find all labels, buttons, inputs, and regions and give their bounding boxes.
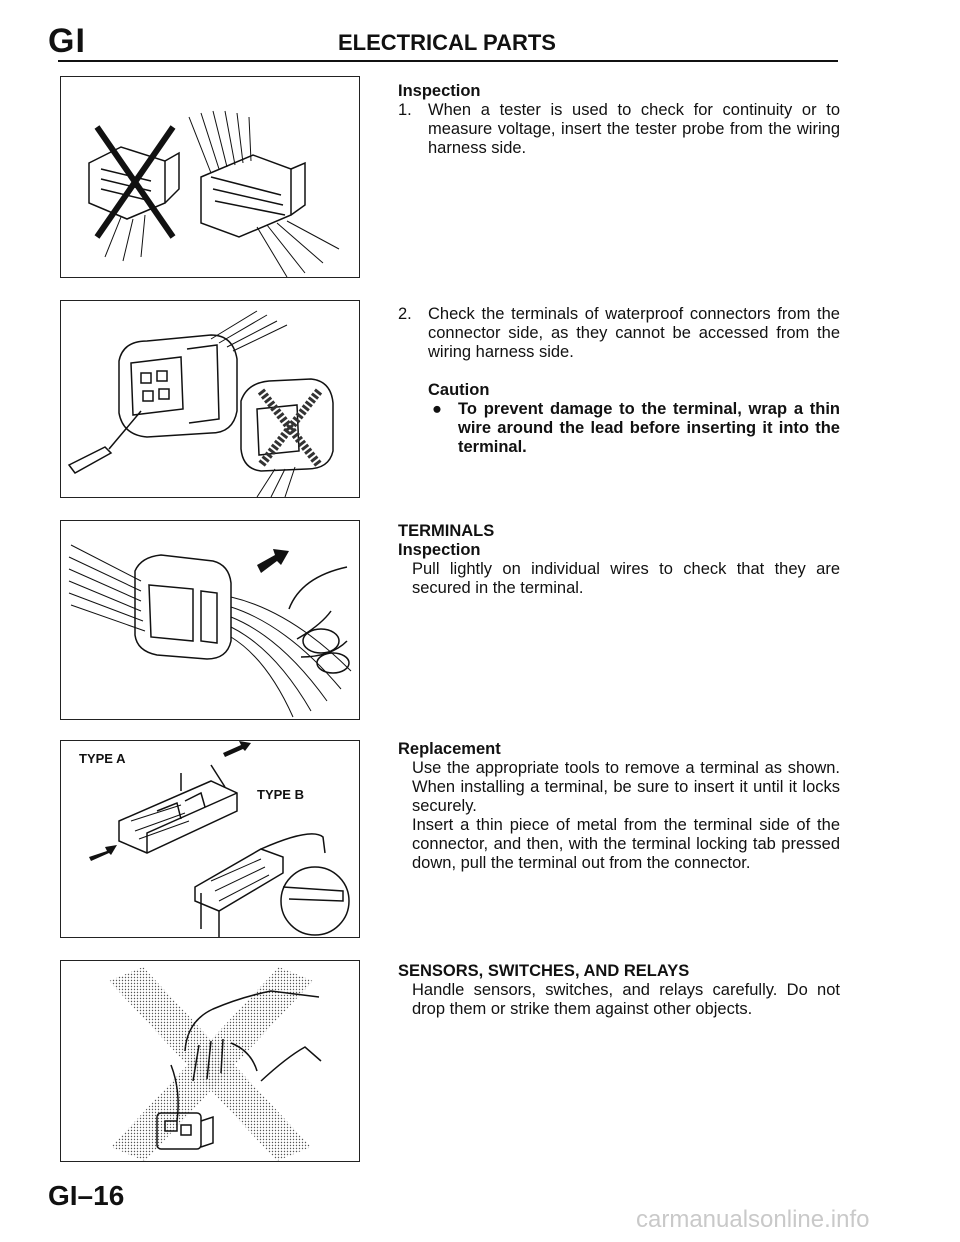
sensors-heading: SENSORS, SWITCHES, AND RELAYS [398,962,690,980]
step-1-number: 1. [398,101,412,119]
bullet-icon: ● [432,400,442,418]
terminals-inspection-heading: Inspection [398,541,481,559]
sensors-text: Handle sensors, switches, and relays carefully. Do not drop them or strike them against other objects. [412,981,840,1018]
page-number: GI–16 [48,1180,125,1211]
section-replacement [398,740,840,873]
figure-tester-probe [60,76,360,278]
terminals-inspection-text: Pull lightly on individual wires to check that they are secured in the terminal. [412,560,840,597]
figure-relay-handling [60,960,360,1162]
section-sensors [398,962,840,1019]
replacement-text-2: Insert a thin piece of metal from the terminal side of the connector, and then, with the terminal locking tab pressed down, pull the terminal out from the connector. [412,816,840,872]
step-1-text: When a tester is used to check for continuity or to measure voltage, insert the tester probe from the wiring harness side. [428,101,840,157]
relay-drop-illustration [61,961,359,1161]
terminal-removal-illustration [61,741,359,937]
page-title: ELECTRICAL PARTS [338,30,556,55]
caution-heading: Caution [428,381,490,399]
section-terminals [398,522,840,598]
step-2 [398,305,840,362]
terminals-heading: TERMINALS [398,522,495,540]
section-code: GI [48,22,86,60]
step-1 [398,101,840,158]
connector-probe-illustration [61,77,359,277]
figure-pull-wires [60,520,360,720]
type-a-label: TYPE A [79,751,126,766]
inspection-heading: Inspection [398,82,481,100]
figure-terminal-removal [60,740,360,938]
section-waterproof-connectors [398,305,840,457]
replacement-heading: Replacement [398,740,501,758]
step-2-text: Check the terminals of waterproof connectors from the connector side, as they cannot be accessed from the wiring harness side. [428,305,840,361]
caution-item [398,400,840,457]
caution-text: To prevent damage to the terminal, wrap a thin wire around the lead before inserting it into the terminal. [458,400,840,456]
pull-wires-illustration [61,521,359,719]
step-2-number: 2. [398,305,412,323]
replacement-text-1: Use the appropriate tools to remove a terminal as shown. When installing a terminal, be sure to insert it until it locks securely. [412,759,840,815]
header-rule [58,60,838,62]
section-continuity-inspection [398,82,840,158]
type-b-label: TYPE B [257,787,304,802]
watermark: carmanualsonline.info [636,1206,870,1233]
figure-waterproof-connector [60,300,360,498]
waterproof-connector-illustration [61,301,359,497]
